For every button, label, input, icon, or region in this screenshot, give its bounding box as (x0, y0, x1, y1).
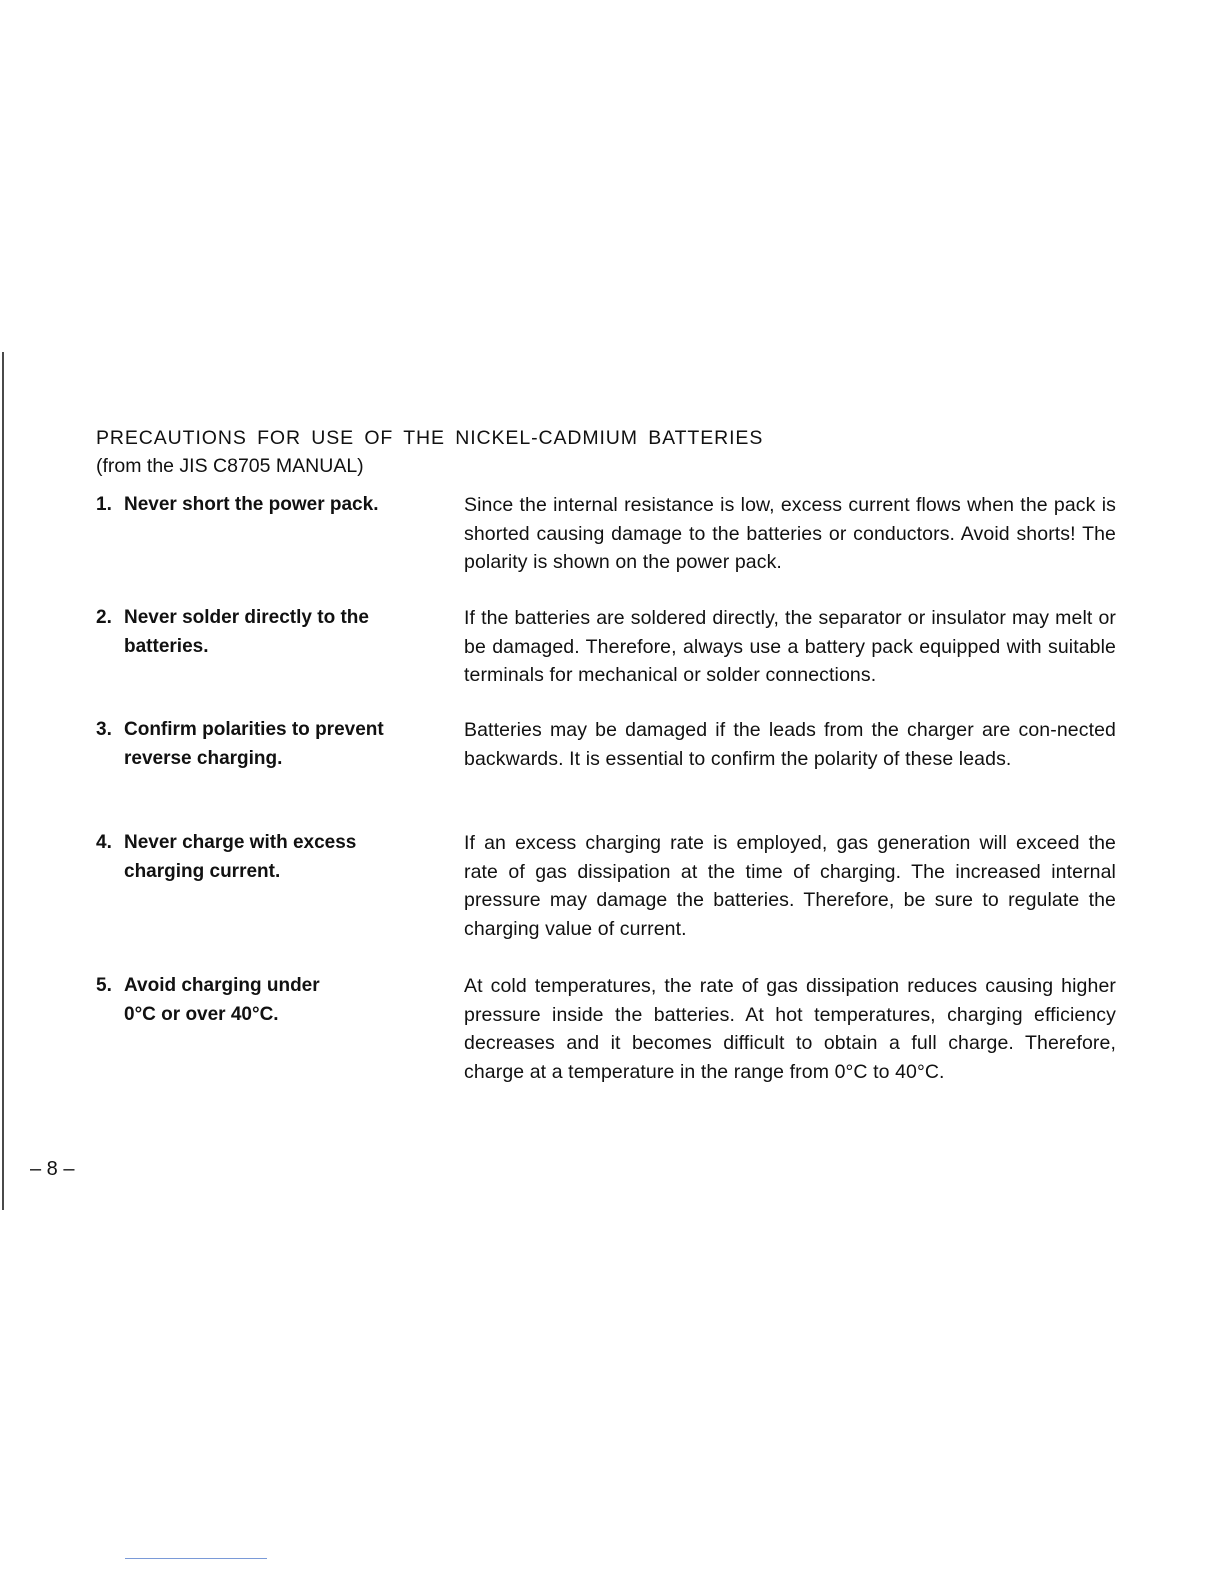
item-description: If an excess charging rate is employed, gas generation will exceed the rate of gas dissipation at the time of charging. The increased internal pressure may damage the batteries. Therefore, be sure to regulate the charging value of current. (464, 832, 1116, 940)
page-number: – 8 – (30, 1158, 75, 1180)
item-number: 1. (96, 494, 112, 515)
page-subtitle: (from the JIS C8705 MANUAL) (96, 455, 364, 477)
item-number: 3. (96, 719, 112, 740)
item-number: 5. (96, 975, 112, 996)
item-description: Since the internal resistance is low, excess current flows when the pack is shorted causing damage to the batteries or conductors. Avoid shorts! The polarity is shown on the power pack. (464, 494, 1116, 573)
item-title: Avoid charging under 0°C or over 40°C. (124, 975, 320, 1025)
item-title: Never charge with excess charging current. (124, 832, 357, 882)
item-description: Batteries may be damaged if the leads from the charger are con-nected backwards. It is essential to confirm the polarity of these leads. (464, 719, 1116, 770)
item-title: Never short the power pack. (124, 494, 379, 515)
item-description: If the batteries are soldered directly, the separator or insulator may melt or be damaged. Therefore, always use a battery pack equipped with suitable terminals for mechanical or solder connections. (464, 607, 1116, 686)
item-number: 2. (96, 607, 112, 628)
item-number: 4. (96, 832, 112, 853)
item-title: Confirm polarities to prevent reverse charging. (124, 719, 384, 769)
page-title: PRECAUTIONS FOR USE OF THE NICKEL-CADMIUM BATTERIES (96, 427, 764, 449)
page-edge-line (2, 352, 4, 1210)
item-title: Never solder directly to the batteries. (124, 607, 369, 657)
bottom-rule (125, 1558, 267, 1559)
item-description: At cold temperatures, the rate of gas dissipation reduces causing higher pressure inside the batteries. At hot temperatures, charging efficiency decreases and it becomes difficult to obtain a full charge. Therefore, charge at a temperature in the range from 0°C to 40°C. (464, 975, 1116, 1083)
